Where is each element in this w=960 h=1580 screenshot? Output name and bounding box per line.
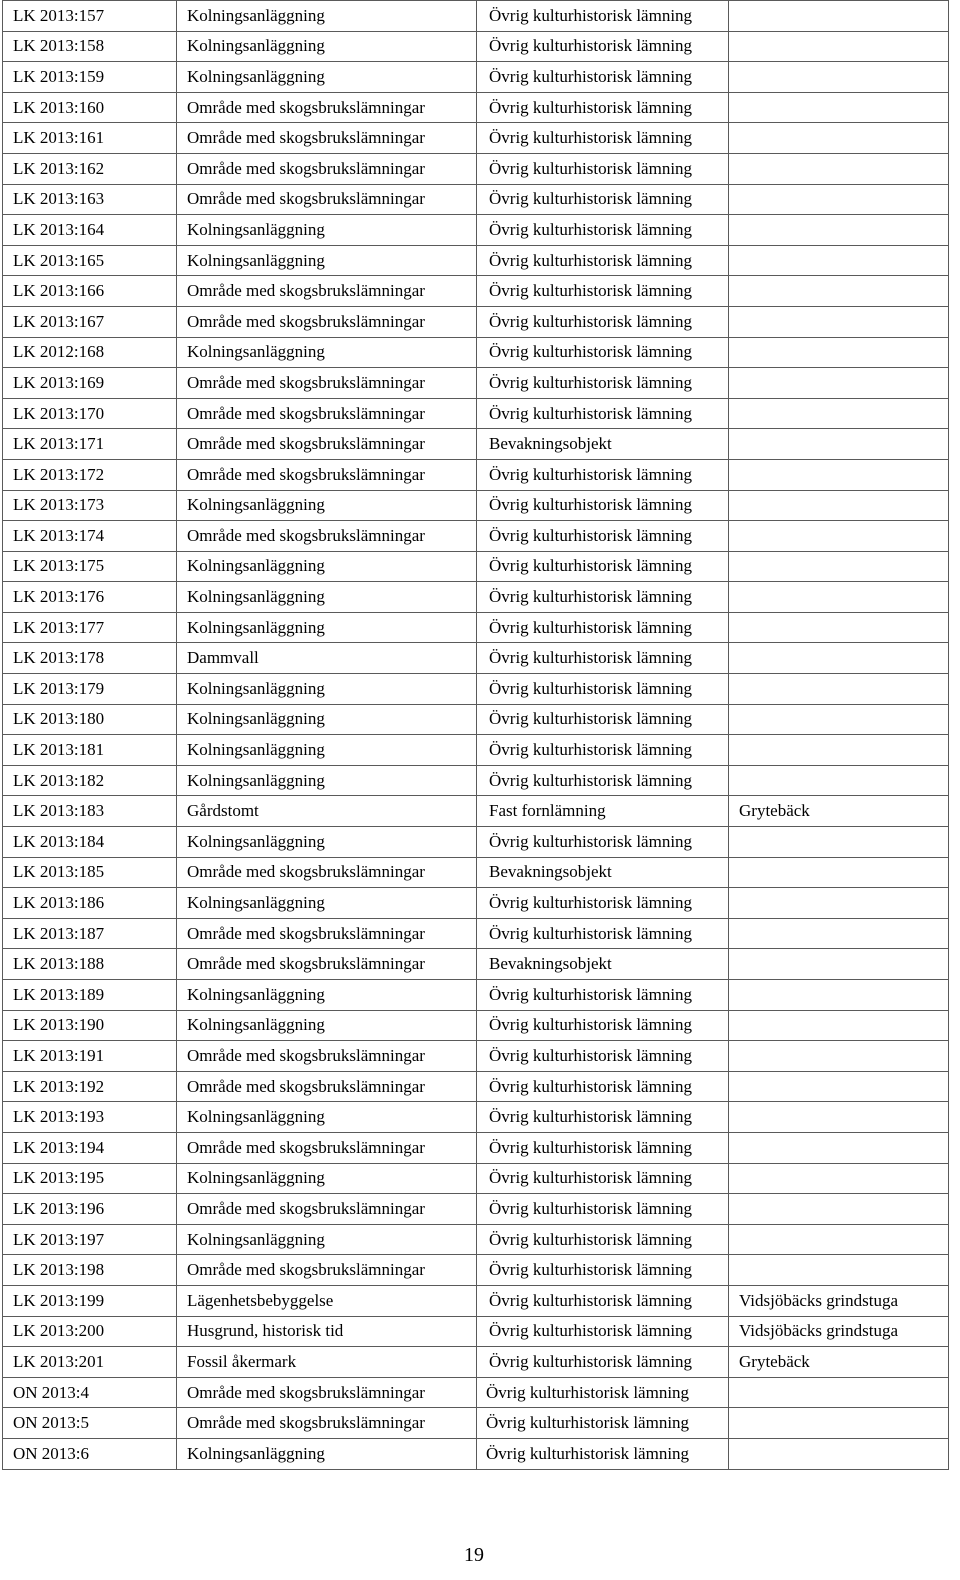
cell-classification: Övrig kulturhistorisk lämning <box>477 1041 729 1072</box>
cell-id: LK 2013:193 <box>3 1102 177 1133</box>
cell-place-name <box>729 1163 949 1194</box>
cell-type: Kolningsanläggning <box>177 1102 477 1133</box>
cell-place-name <box>729 62 949 93</box>
cell-classification: Övrig kulturhistorisk lämning <box>477 62 729 93</box>
table-row <box>3 582 949 613</box>
cell-classification: Övrig kulturhistorisk lämning <box>477 704 729 735</box>
table-row <box>3 765 949 796</box>
heritage-register-table <box>2 0 949 1470</box>
cell-classification: Övrig kulturhistorisk lämning <box>477 1 729 32</box>
cell-classification: Övrig kulturhistorisk lämning <box>477 1408 729 1439</box>
table-row <box>3 337 949 368</box>
cell-classification: Övrig kulturhistorisk lämning <box>477 1102 729 1133</box>
cell-place-name <box>729 123 949 154</box>
cell-place-name <box>729 215 949 246</box>
table-row <box>3 276 949 307</box>
cell-place-name <box>729 521 949 552</box>
cell-id: LK 2012:168 <box>3 337 177 368</box>
table-row <box>3 398 949 429</box>
cell-type: Kolningsanläggning <box>177 1010 477 1041</box>
cell-classification: Övrig kulturhistorisk lämning <box>477 1285 729 1316</box>
cell-type: Område med skogsbrukslämningar <box>177 429 477 460</box>
cell-classification: Övrig kulturhistorisk lämning <box>477 490 729 521</box>
cell-classification: Bevakningsobjekt <box>477 857 729 888</box>
table-row <box>3 368 949 399</box>
table-row <box>3 1102 949 1133</box>
cell-place-name <box>729 1 949 32</box>
table-row <box>3 918 949 949</box>
cell-classification: Övrig kulturhistorisk lämning <box>477 1347 729 1378</box>
cell-id: ON 2013:4 <box>3 1377 177 1408</box>
cell-place-name <box>729 276 949 307</box>
cell-id: LK 2013:184 <box>3 827 177 858</box>
cell-type: Kolningsanläggning <box>177 1224 477 1255</box>
table-row <box>3 31 949 62</box>
cell-id: LK 2013:198 <box>3 1255 177 1286</box>
table-row <box>3 643 949 674</box>
cell-id: LK 2013:158 <box>3 31 177 62</box>
cell-classification: Övrig kulturhistorisk lämning <box>477 31 729 62</box>
table-row <box>3 827 949 858</box>
cell-type: Område med skogsbrukslämningar <box>177 1041 477 1072</box>
cell-id: LK 2013:189 <box>3 980 177 1011</box>
cell-type: Kolningsanläggning <box>177 245 477 276</box>
cell-place-name <box>729 1224 949 1255</box>
cell-type: Område med skogsbrukslämningar <box>177 153 477 184</box>
cell-classification: Övrig kulturhistorisk lämning <box>477 1132 729 1163</box>
table-row <box>3 490 949 521</box>
table-row <box>3 215 949 246</box>
cell-classification: Övrig kulturhistorisk lämning <box>477 1377 729 1408</box>
cell-classification: Övrig kulturhistorisk lämning <box>477 827 729 858</box>
cell-place-name <box>729 1132 949 1163</box>
cell-place-name <box>729 398 949 429</box>
cell-place-name <box>729 980 949 1011</box>
cell-place-name <box>729 1194 949 1225</box>
cell-place-name <box>729 918 949 949</box>
cell-place-name <box>729 459 949 490</box>
cell-place-name <box>729 1102 949 1133</box>
cell-type: Område med skogsbrukslämningar <box>177 306 477 337</box>
cell-type: Kolningsanläggning <box>177 827 477 858</box>
cell-place-name <box>729 949 949 980</box>
cell-classification: Övrig kulturhistorisk lämning <box>477 276 729 307</box>
cell-type: Kolningsanläggning <box>177 980 477 1011</box>
cell-classification: Övrig kulturhistorisk lämning <box>477 245 729 276</box>
cell-type: Område med skogsbrukslämningar <box>177 368 477 399</box>
table-row <box>3 459 949 490</box>
cell-type: Kolningsanläggning <box>177 215 477 246</box>
cell-type: Område med skogsbrukslämningar <box>177 1255 477 1286</box>
cell-type: Område med skogsbrukslämningar <box>177 1132 477 1163</box>
cell-place-name <box>729 1408 949 1439</box>
cell-type: Kolningsanläggning <box>177 888 477 919</box>
cell-id: LK 2013:194 <box>3 1132 177 1163</box>
cell-classification: Övrig kulturhistorisk lämning <box>477 674 729 705</box>
cell-type: Kolningsanläggning <box>177 551 477 582</box>
cell-place-name <box>729 551 949 582</box>
table-row <box>3 1 949 32</box>
table-row <box>3 184 949 215</box>
cell-place-name <box>729 1010 949 1041</box>
cell-id: LK 2013:196 <box>3 1194 177 1225</box>
cell-place-name <box>729 184 949 215</box>
cell-classification: Övrig kulturhistorisk lämning <box>477 368 729 399</box>
cell-classification: Övrig kulturhistorisk lämning <box>477 582 729 613</box>
cell-place-name <box>729 612 949 643</box>
cell-classification: Övrig kulturhistorisk lämning <box>477 1163 729 1194</box>
cell-id: LK 2013:185 <box>3 857 177 888</box>
cell-type: Kolningsanläggning <box>177 765 477 796</box>
cell-classification: Övrig kulturhistorisk lämning <box>477 643 729 674</box>
cell-id: LK 2013:201 <box>3 1347 177 1378</box>
cell-type: Område med skogsbrukslämningar <box>177 918 477 949</box>
cell-id: LK 2013:183 <box>3 796 177 827</box>
cell-id: LK 2013:187 <box>3 918 177 949</box>
table-row <box>3 1255 949 1286</box>
table-row <box>3 735 949 766</box>
cell-type: Kolningsanläggning <box>177 1163 477 1194</box>
cell-type: Område med skogsbrukslämningar <box>177 123 477 154</box>
cell-type: Område med skogsbrukslämningar <box>177 1071 477 1102</box>
cell-place-name: Grytebäck <box>729 1347 949 1378</box>
table-row <box>3 857 949 888</box>
cell-type: Kolningsanläggning <box>177 582 477 613</box>
cell-place-name: Grytebäck <box>729 796 949 827</box>
cell-place-name <box>729 582 949 613</box>
cell-id: LK 2013:186 <box>3 888 177 919</box>
cell-type: Husgrund, historisk tid <box>177 1316 477 1347</box>
cell-id: LK 2013:200 <box>3 1316 177 1347</box>
table-row <box>3 1408 949 1439</box>
cell-type: Område med skogsbrukslämningar <box>177 857 477 888</box>
cell-id: LK 2013:164 <box>3 215 177 246</box>
cell-classification: Övrig kulturhistorisk lämning <box>477 1255 729 1286</box>
table-row <box>3 704 949 735</box>
table-row <box>3 612 949 643</box>
table-row <box>3 1438 949 1469</box>
cell-type: Område med skogsbrukslämningar <box>177 184 477 215</box>
cell-classification: Övrig kulturhistorisk lämning <box>477 92 729 123</box>
cell-id: ON 2013:5 <box>3 1408 177 1439</box>
cell-place-name <box>729 765 949 796</box>
cell-type: Kolningsanläggning <box>177 62 477 93</box>
cell-id: LK 2013:165 <box>3 245 177 276</box>
cell-classification: Övrig kulturhistorisk lämning <box>477 980 729 1011</box>
cell-type: Kolningsanläggning <box>177 337 477 368</box>
cell-id: LK 2013:192 <box>3 1071 177 1102</box>
cell-classification: Övrig kulturhistorisk lämning <box>477 521 729 552</box>
cell-classification: Bevakningsobjekt <box>477 949 729 980</box>
cell-place-name <box>729 1255 949 1286</box>
cell-type: Område med skogsbrukslämningar <box>177 398 477 429</box>
cell-type: Kolningsanläggning <box>177 1438 477 1469</box>
cell-id: LK 2013:195 <box>3 1163 177 1194</box>
table-row <box>3 1224 949 1255</box>
cell-type: Kolningsanläggning <box>177 612 477 643</box>
cell-classification: Övrig kulturhistorisk lämning <box>477 459 729 490</box>
cell-place-name <box>729 1438 949 1469</box>
table-row <box>3 551 949 582</box>
cell-place-name <box>729 674 949 705</box>
cell-type: Kolningsanläggning <box>177 31 477 62</box>
cell-type: Kolningsanläggning <box>177 1 477 32</box>
table-row <box>3 1010 949 1041</box>
cell-type: Kolningsanläggning <box>177 704 477 735</box>
cell-type: Lägenhetsbebyggelse <box>177 1285 477 1316</box>
cell-place-name <box>729 153 949 184</box>
cell-id: LK 2013:181 <box>3 735 177 766</box>
cell-classification: Övrig kulturhistorisk lämning <box>477 551 729 582</box>
cell-type: Område med skogsbrukslämningar <box>177 949 477 980</box>
cell-id: LK 2013:170 <box>3 398 177 429</box>
table-row <box>3 1071 949 1102</box>
cell-classification: Övrig kulturhistorisk lämning <box>477 1224 729 1255</box>
cell-id: LK 2013:191 <box>3 1041 177 1072</box>
cell-classification: Övrig kulturhistorisk lämning <box>477 1071 729 1102</box>
cell-classification: Bevakningsobjekt <box>477 429 729 460</box>
cell-classification: Övrig kulturhistorisk lämning <box>477 1316 729 1347</box>
cell-type: Gårdstomt <box>177 796 477 827</box>
cell-type: Område med skogsbrukslämningar <box>177 1408 477 1439</box>
table-row <box>3 153 949 184</box>
cell-id: LK 2013:176 <box>3 582 177 613</box>
cell-type: Dammvall <box>177 643 477 674</box>
table-row <box>3 521 949 552</box>
table-row <box>3 980 949 1011</box>
table-row <box>3 1285 949 1316</box>
cell-classification: Övrig kulturhistorisk lämning <box>477 1010 729 1041</box>
cell-place-name <box>729 1377 949 1408</box>
cell-id: LK 2013:163 <box>3 184 177 215</box>
cell-place-name <box>729 31 949 62</box>
cell-place-name <box>729 490 949 521</box>
cell-type: Kolningsanläggning <box>177 490 477 521</box>
cell-classification: Övrig kulturhistorisk lämning <box>477 398 729 429</box>
table-row <box>3 1163 949 1194</box>
table-row <box>3 888 949 919</box>
cell-place-name: Vidsjöbäcks grindstuga <box>729 1285 949 1316</box>
cell-type: Område med skogsbrukslämningar <box>177 1377 477 1408</box>
table-row <box>3 949 949 980</box>
cell-place-name <box>729 643 949 674</box>
cell-classification: Övrig kulturhistorisk lämning <box>477 765 729 796</box>
table-row <box>3 306 949 337</box>
cell-id: LK 2013:171 <box>3 429 177 460</box>
cell-id: LK 2013:157 <box>3 1 177 32</box>
cell-type: Område med skogsbrukslämningar <box>177 92 477 123</box>
cell-id: LK 2013:178 <box>3 643 177 674</box>
cell-place-name: Vidsjöbäcks grindstuga <box>729 1316 949 1347</box>
table-row <box>3 429 949 460</box>
cell-id: LK 2013:188 <box>3 949 177 980</box>
cell-type: Område med skogsbrukslämningar <box>177 1194 477 1225</box>
cell-place-name <box>729 735 949 766</box>
table-row <box>3 92 949 123</box>
cell-classification: Övrig kulturhistorisk lämning <box>477 735 729 766</box>
cell-classification: Övrig kulturhistorisk lämning <box>477 612 729 643</box>
cell-type: Fossil åkermark <box>177 1347 477 1378</box>
cell-place-name <box>729 704 949 735</box>
cell-id: LK 2013:169 <box>3 368 177 399</box>
cell-id: LK 2013:174 <box>3 521 177 552</box>
table-row <box>3 1347 949 1378</box>
cell-id: LK 2013:160 <box>3 92 177 123</box>
cell-id: LK 2013:190 <box>3 1010 177 1041</box>
cell-place-name <box>729 337 949 368</box>
cell-place-name <box>729 888 949 919</box>
cell-place-name <box>729 92 949 123</box>
cell-place-name <box>729 857 949 888</box>
cell-id: ON 2013:6 <box>3 1438 177 1469</box>
table-row <box>3 674 949 705</box>
cell-id: LK 2013:173 <box>3 490 177 521</box>
cell-id: LK 2013:177 <box>3 612 177 643</box>
table-row <box>3 1377 949 1408</box>
cell-place-name <box>729 306 949 337</box>
cell-classification: Övrig kulturhistorisk lämning <box>477 888 729 919</box>
cell-id: LK 2013:159 <box>3 62 177 93</box>
cell-id: LK 2013:175 <box>3 551 177 582</box>
cell-classification: Övrig kulturhistorisk lämning <box>477 337 729 368</box>
cell-id: LK 2013:162 <box>3 153 177 184</box>
cell-id: LK 2013:166 <box>3 276 177 307</box>
cell-place-name <box>729 1041 949 1072</box>
cell-id: LK 2013:199 <box>3 1285 177 1316</box>
cell-type: Område med skogsbrukslämningar <box>177 521 477 552</box>
table-row <box>3 1316 949 1347</box>
cell-classification: Övrig kulturhistorisk lämning <box>477 215 729 246</box>
table-row <box>3 796 949 827</box>
cell-type: Område med skogsbrukslämningar <box>177 276 477 307</box>
cell-classification: Övrig kulturhistorisk lämning <box>477 1438 729 1469</box>
cell-type: Område med skogsbrukslämningar <box>177 459 477 490</box>
cell-id: LK 2013:172 <box>3 459 177 490</box>
table-body <box>3 1 949 1470</box>
cell-classification: Övrig kulturhistorisk lämning <box>477 306 729 337</box>
cell-classification: Fast fornlämning <box>477 796 729 827</box>
cell-id: LK 2013:182 <box>3 765 177 796</box>
cell-type: Kolningsanläggning <box>177 735 477 766</box>
table-row <box>3 123 949 154</box>
table-row <box>3 62 949 93</box>
cell-place-name <box>729 429 949 460</box>
cell-classification: Övrig kulturhistorisk lämning <box>477 123 729 154</box>
cell-classification: Övrig kulturhistorisk lämning <box>477 918 729 949</box>
cell-id: LK 2013:180 <box>3 704 177 735</box>
table-row <box>3 1041 949 1072</box>
cell-type: Kolningsanläggning <box>177 674 477 705</box>
cell-place-name <box>729 245 949 276</box>
cell-place-name <box>729 1071 949 1102</box>
cell-classification: Övrig kulturhistorisk lämning <box>477 1194 729 1225</box>
cell-classification: Övrig kulturhistorisk lämning <box>477 184 729 215</box>
cell-classification: Övrig kulturhistorisk lämning <box>477 153 729 184</box>
table-row <box>3 1132 949 1163</box>
cell-place-name <box>729 827 949 858</box>
page-number: 19 <box>464 1544 484 1566</box>
cell-id: LK 2013:197 <box>3 1224 177 1255</box>
table-row <box>3 1194 949 1225</box>
cell-id: LK 2013:167 <box>3 306 177 337</box>
cell-id: LK 2013:161 <box>3 123 177 154</box>
cell-place-name <box>729 368 949 399</box>
table-row <box>3 245 949 276</box>
cell-id: LK 2013:179 <box>3 674 177 705</box>
